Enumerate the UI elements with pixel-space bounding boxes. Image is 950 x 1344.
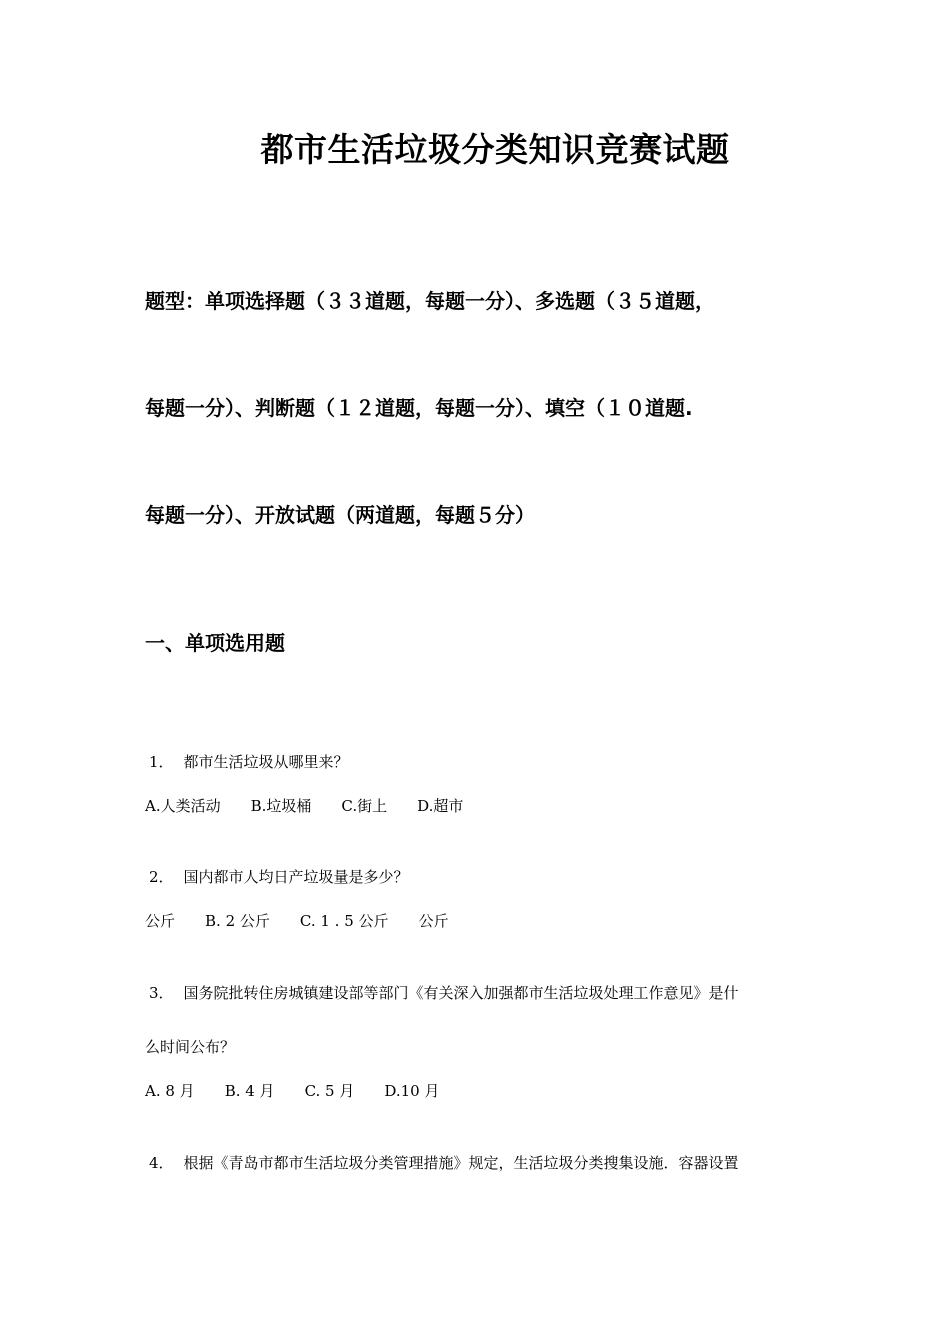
intro-line-1: 题型：单项选择题（３３道题，每题一分）、多选题（３５道题，	[145, 289, 715, 313]
question-text: 国务院批转住房城镇建设部等部门《有关深入加强都市生活垃圾处理工作意见》是什	[183, 984, 739, 1002]
question-2	[145, 866, 409, 887]
question-3-options	[145, 1080, 469, 1101]
option-c: C. 5 月	[304, 1082, 355, 1100]
option-c: C. 1 . 5 公斤	[299, 912, 389, 930]
option-c: C.街上	[341, 797, 388, 815]
question-3	[145, 982, 739, 1003]
question-number: 4．	[149, 1154, 174, 1172]
question-1-options	[145, 795, 493, 816]
question-3-continuation: 么时间公布？	[145, 1038, 236, 1056]
question-number: 3．	[149, 984, 174, 1002]
section-title: 一、单项选用题	[145, 631, 285, 655]
question-2-options	[145, 910, 479, 931]
question-number: 1．	[149, 753, 174, 771]
intro-line-3: 每题一分）、开放试题（两道题，每题５分）	[145, 503, 535, 527]
question-number: 2．	[149, 868, 174, 886]
option-a: 公斤	[145, 912, 176, 930]
option-d: D.超市	[417, 797, 464, 815]
document-title: 都市生活垃圾分类知识竞赛试题	[260, 130, 730, 169]
option-d: D.10 月	[384, 1082, 440, 1100]
question-1	[145, 751, 349, 772]
question-text: 都市生活垃圾从哪里来？	[183, 753, 349, 771]
option-b: B. 2 公斤	[205, 912, 270, 930]
option-a: A.人类活动	[145, 797, 221, 815]
question-text: 国内都市人均日产垃圾量是多少？	[183, 868, 409, 886]
intro-line-2: 每题一分）、判断题（１２道题，每题一分）、填空（１０道题.	[145, 396, 693, 420]
option-d: 公斤	[418, 912, 449, 930]
option-b: B. 4 月	[224, 1082, 275, 1100]
option-b: B.垃圾桶	[250, 797, 312, 815]
question-4	[145, 1152, 739, 1173]
option-a: A. 8 月	[145, 1082, 195, 1100]
question-text: 根据《青岛市都市生活垃圾分类管理措施》规定，生活垃圾分类搜集设施．容器设置	[183, 1154, 739, 1172]
